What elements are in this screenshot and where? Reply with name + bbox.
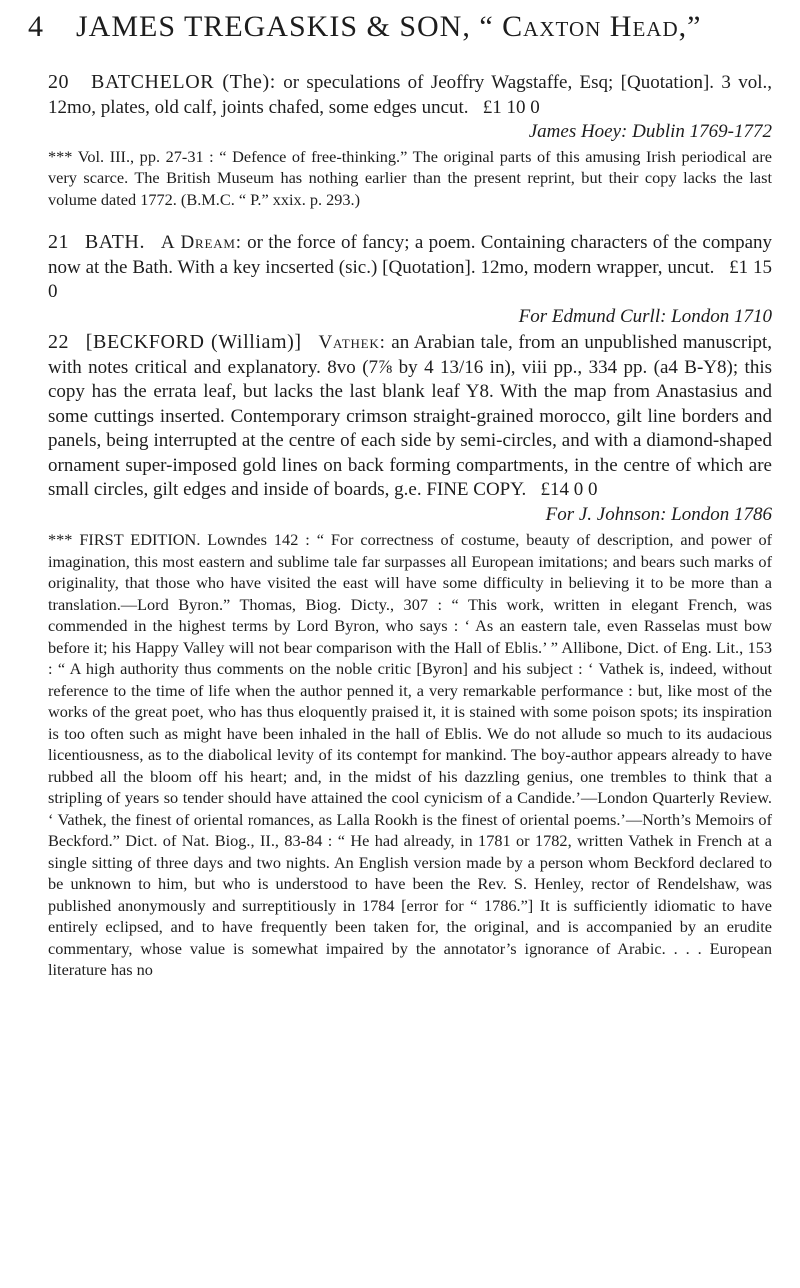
- entry-note: *** Vol. III., pp. 27-31 : “ Defence of free-thinking.” The original parts of this amusing Irish periodical are very scarce. The British Museum has nothing earlier than the present reprint, but their copy lacks the last volume dated 1772. (B.M.C. “ P.” xxix. p. 293.): [48, 146, 772, 209]
- entry-description: [48, 330, 772, 527]
- entry-title: A Dream:: [160, 232, 242, 253]
- entry-body: or the force of fancy; a poem. Containing characters of the company now at the Bath. With a key incserted (sic.) [Quotation]. 12mo, modern wrapper, uncut.: [48, 232, 773, 278]
- entry-imprint: James Hoey: Dublin 1769-1772: [528, 121, 772, 142]
- entry-title: Vathek:: [318, 332, 386, 353]
- catalogue-entry-21: [48, 230, 772, 329]
- running-head: [28, 10, 768, 56]
- entry-number: 21: [48, 231, 69, 253]
- entry-heading: BATH.: [84, 231, 146, 253]
- entry-number: 22: [48, 331, 69, 353]
- entry-imprint: For J. Johnson: London 1786: [545, 503, 772, 525]
- entry-price: £14 0 0: [540, 479, 598, 500]
- entry-description: [48, 70, 772, 145]
- entry-note: *** FIRST EDITION. Lowndes 142 : “ For correctness of costume, beauty of description, and power of imagination, this most eastern and sublime tale far surpasses all European imitations; and bears such marks of originality, that those who have visited the east will have some difficulty in believing it to be more than a translation.—Lord Byron.” Thomas, Biog. Dicty., 307 : “ This work, written in elegant French, was commended in the highest terms by Lord Byron, who says : ‘ As an eastern tale, even Rasselas must bow before it; his Happy Valley will not bear comparison with the Hall of Eblis.’ ” Allibone, Dict. of Eng. Lit., 153 : “ A high authority thus comments on the noble critic [Byron] and his subject : ‘ Vathek is, indeed, without reference to the time of life when the author penned it, a very remarkable performance : but, like most of the works of the great poet, who has thus eloquently praised it, it is stained with some poison spots; its inspiration is too often such as might have been inhaled in the hall of Eblis. We do not allude so much to its audacious licentiousness, as to the diabolical levity of its contempt for mankind. The boy-author appears already to have rubbed all the bloom off his heart; and, in the midst of his dazzling genius, one trembles to think that a stripling of years so tender should have attained the cool cynicism of a Candide.’—London Quarterly Review. ‘ Vathek, the finest of oriental romances, as Lalla Rookh is the finest of oriental poems.’—North’s Memoirs of Beckford.” Dict. of Nat. Biog., II., 83-84 : “ He had already, in 1781 or 1782, written Vathek in French at a single sitting of three days and two nights. An English version made by a person whom Beckford declared to be unknown to him, but who is understood to have been the Rev. S. Henley, rector of Rendelshaw, was published anonymously and surreptitiously in 1784 [error for “ 1786.”] It is sufficiently idiomatic to have entirely eclipsed, and to have frequently been taken for, the original, and is accompanied by an erudite commentary, whose value is somewhat impaired by the annotator’s ignorance of Arabic. . . . European literature has no: [48, 530, 772, 979]
- entry-number: 20: [48, 71, 69, 93]
- entry-price: £1 15 0: [48, 256, 773, 302]
- entry-body: or speculations of Jeoffry Wagstaffe, Esq; [Quotation]. 3 vol., 12mo, plates, old calf, joints chafed, some edges uncut.: [48, 72, 772, 118]
- entry-price: £1 10 0: [482, 96, 540, 118]
- catalogue-entry-20: [48, 70, 772, 210]
- catalogue-entry-22: [48, 330, 772, 981]
- entry-heading: [BECKFORD (William)]: [85, 331, 302, 353]
- running-head-title: JAMES TREGASKIS & SON, “ Caxton Head,”: [76, 10, 702, 43]
- entry-description: [48, 230, 772, 329]
- entry-heading: BATCHELOR (The):: [91, 71, 276, 93]
- entry-imprint: For Edmund Curll: London 1710: [518, 305, 772, 327]
- entry-body: an Arabian tale, from an unpublished manuscript, with notes critical and explanatory. 8vo (7⅞ by 4 13/16 in), viii pp., 334 pp. (a4 B-Y8); this copy has the errata leaf, but lacks the last blank leaf Y8. With the map from Anastasius and some cuttings inserted. Contemporary crimson straight-grained morocco, gilt line borders and panels, being interrupted at the centre of each side by semi-circles, and with a diamond-shaped ornament super-imposed gold lines on back forming compartments, in the centre of which are small circles, gilt edges and inside of boards, g.e. FINE COPY.: [48, 332, 773, 500]
- page-number: 4: [28, 10, 44, 43]
